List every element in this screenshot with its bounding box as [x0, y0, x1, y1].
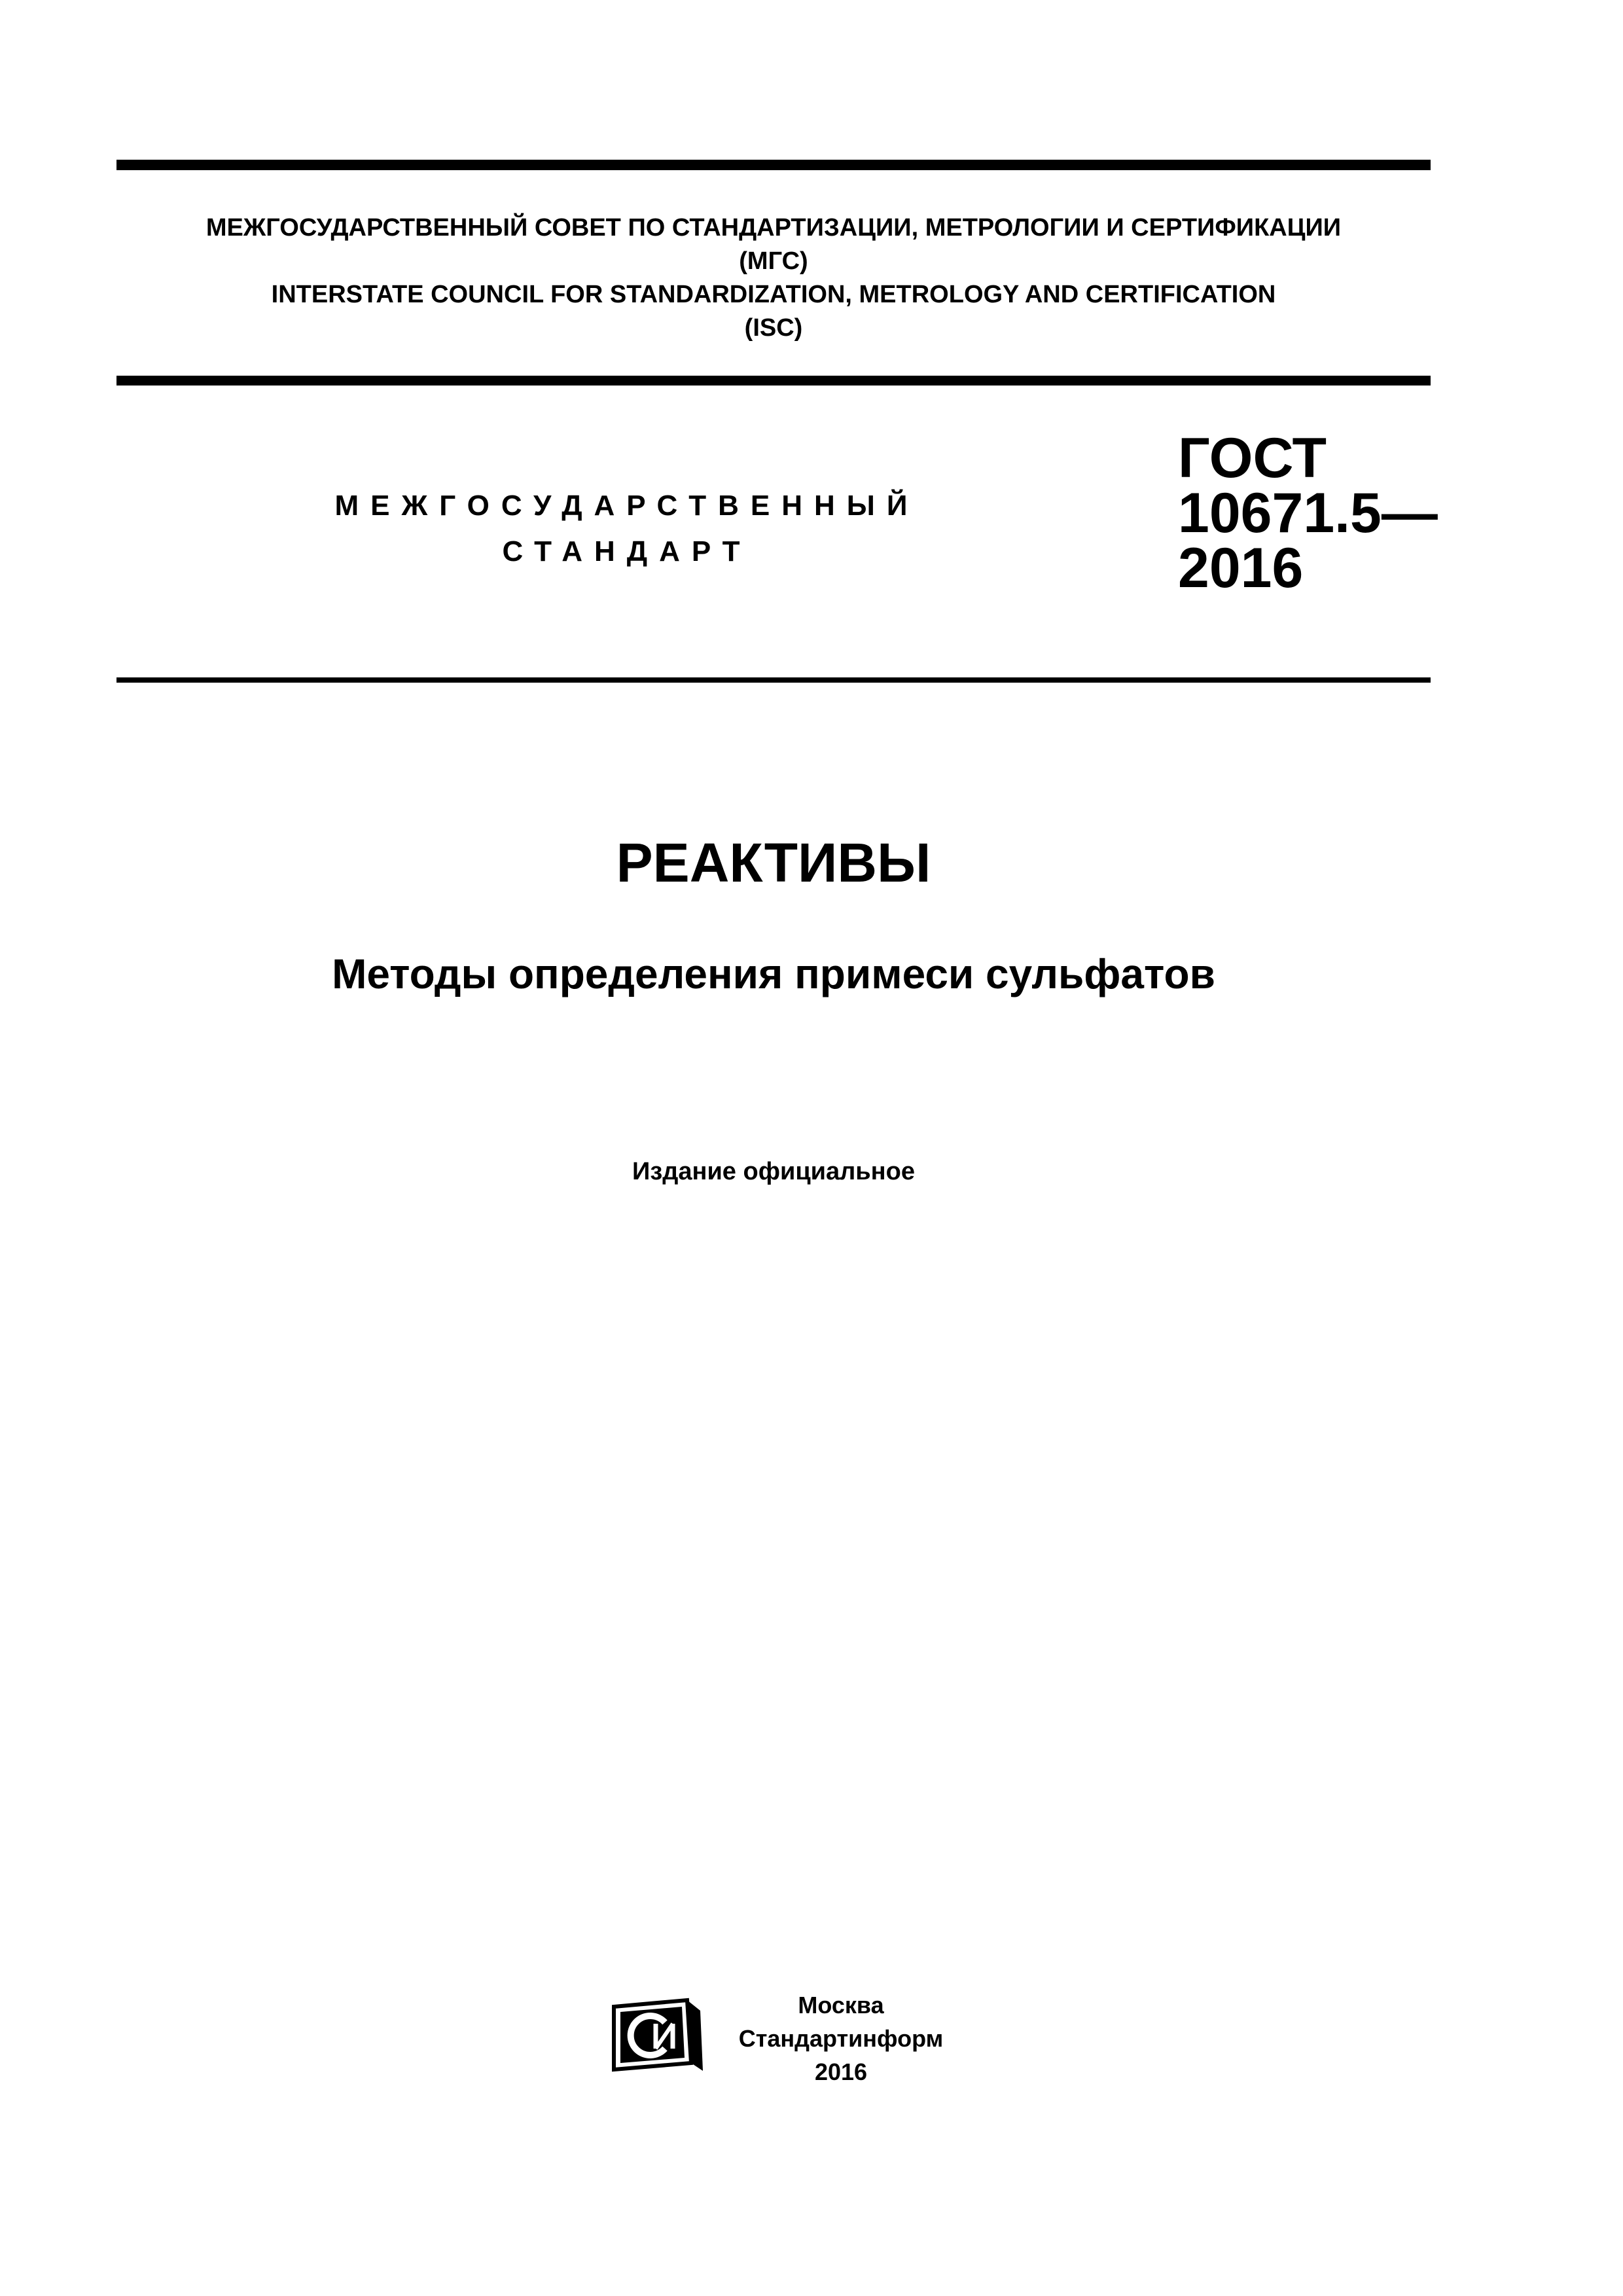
standard-type-line1: МЕЖГОСУДАРСТВЕННЫЙ [334, 490, 919, 522]
designation-year: 2016 [1178, 537, 1304, 600]
publisher-city: Москва [798, 1992, 884, 2018]
council-name-ru: МЕЖГОСУДАРСТВЕННЫЙ СОВЕТ ПО СТАНДАРТИЗАЦИИ, МЕТРОЛОГИИ И СЕРТИФИКАЦИИ [205, 214, 1342, 242]
publisher-year: 2016 [814, 2058, 868, 2085]
publisher-imprint [720, 1988, 962, 2089]
document-title: РЕАКТИВЫ [616, 832, 931, 893]
standard-type-label [313, 483, 941, 575]
middle-rule [116, 376, 1431, 386]
top-rule [116, 160, 1431, 170]
council-name-en: INTERSTATE COUNCIL FOR STANDARDIZATION, METROLOGY AND CERTIFICATION [271, 281, 1276, 308]
edition-note: Издание официальное [632, 1158, 915, 1185]
document-subtitle: Методы определения примеси сульфатов [332, 950, 1215, 997]
designation-number: 10671.5— [1178, 482, 1438, 545]
council-header [116, 211, 1431, 345]
council-abbr-en: (ISC) [744, 314, 803, 342]
lower-rule [116, 677, 1431, 683]
council-abbr-ru: (МГС) [739, 247, 808, 275]
standard-type-line2: СТАНДАРТ [502, 535, 752, 567]
standartinform-logo-icon [607, 1998, 705, 2073]
publisher-name: Стандартинформ [738, 2025, 944, 2052]
standard-designation [1178, 427, 1438, 600]
designation-prefix: ГОСТ [1178, 427, 1327, 490]
